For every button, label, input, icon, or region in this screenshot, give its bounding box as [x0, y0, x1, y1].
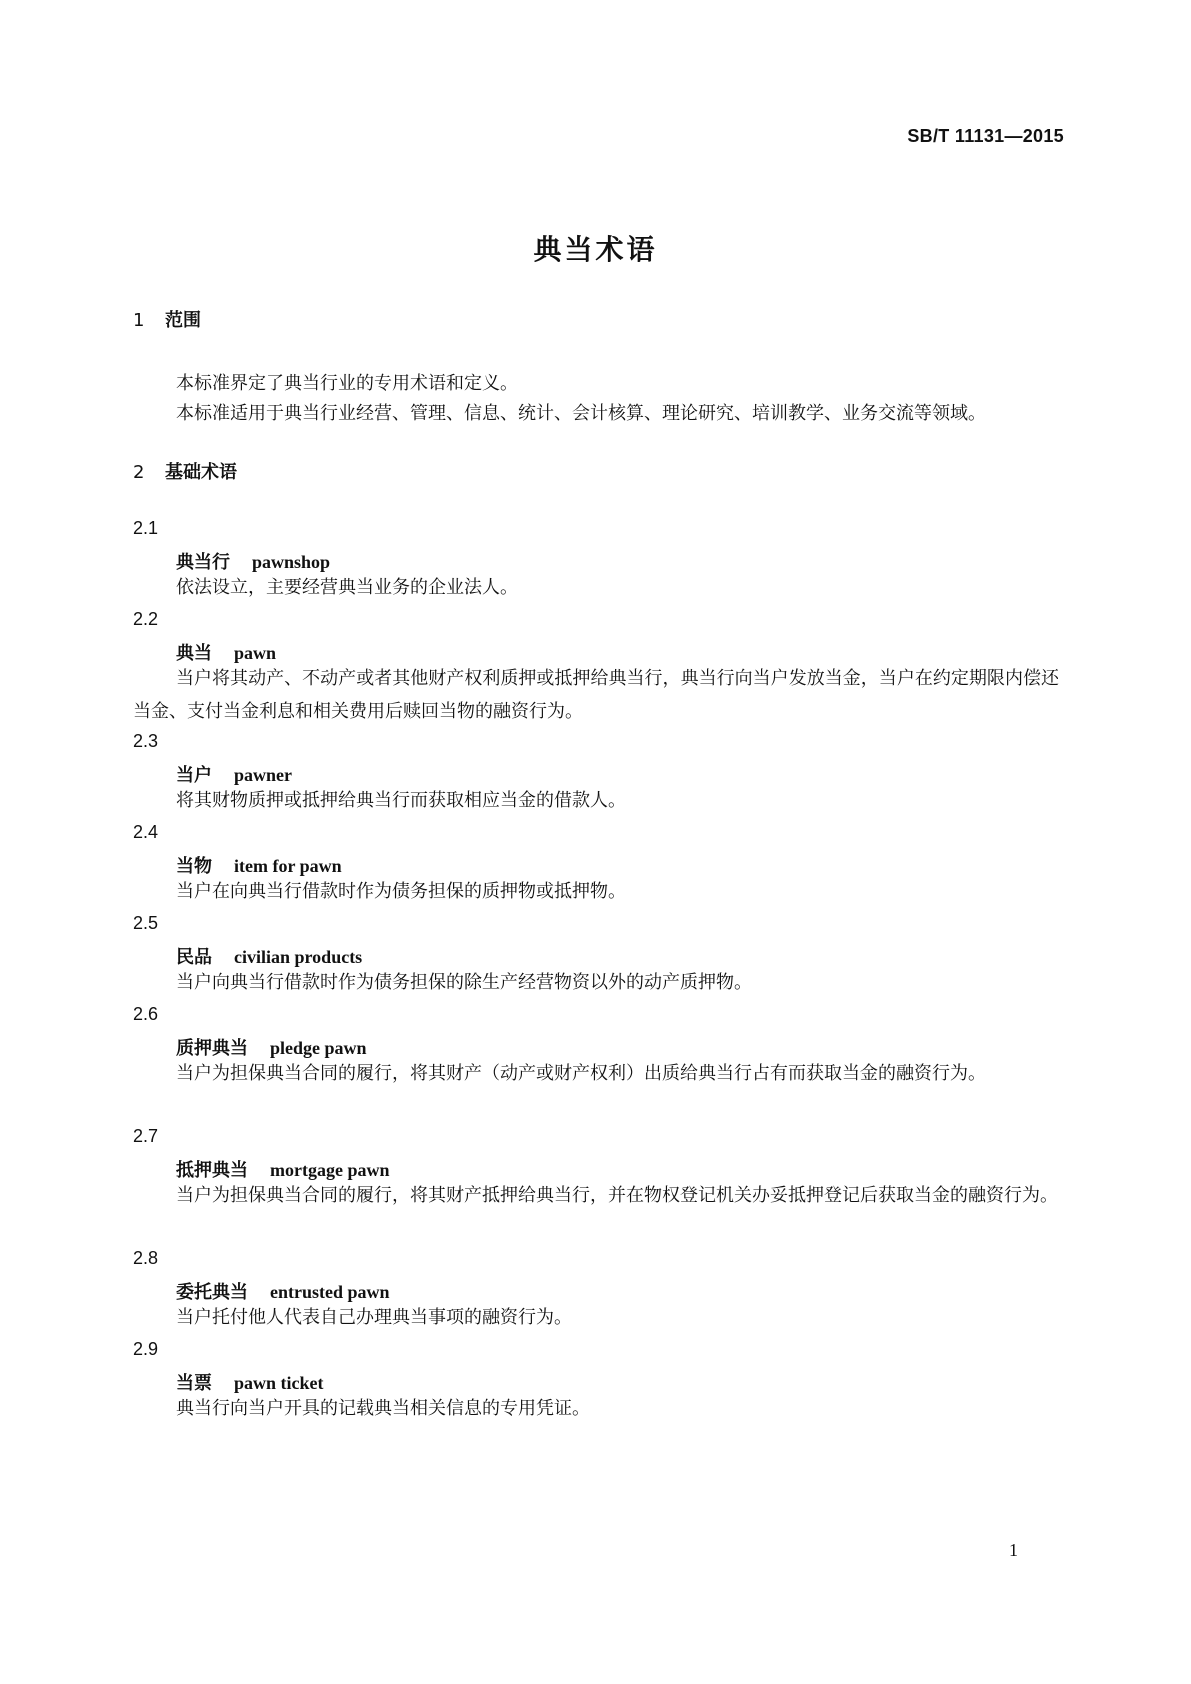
section-heading-scope [133, 306, 201, 332]
term-zh: 当户 [176, 765, 212, 786]
term-en: pledge pawn [270, 1038, 367, 1058]
definition: 当户为担保典当合同的履行，将其财产抵押给典当行，并在物权登记机关办妥抵押登记后获取当金的融资行为。 [176, 1185, 1058, 1206]
term-en: pawner [234, 765, 292, 785]
term-zh: 委托典当 [176, 1282, 248, 1303]
definition: 当户为担保典当合同的履行，将其财产（动产或财产权利）出质给典当行占有而获取当金的融资行为。 [176, 1063, 986, 1084]
term-en: item for pawn [234, 856, 342, 876]
scope-paragraph-1: 本标准界定了典当行业的专用术语和定义。 [176, 373, 518, 394]
entry-number: 2.7 [133, 1126, 159, 1146]
term-zh: 抵押典当 [176, 1160, 248, 1181]
term-zh: 典当行 [176, 552, 230, 573]
term-zh: 当票 [176, 1373, 212, 1394]
entry-number: 2.9 [133, 1339, 159, 1359]
entry-number: 2.5 [133, 913, 159, 933]
term-zh: 质押典当 [176, 1038, 248, 1059]
term-zh: 民品 [176, 947, 212, 968]
term-zh: 典当 [176, 643, 212, 664]
section-number: 1 [133, 310, 145, 331]
term-en: pawnshop [252, 552, 331, 572]
entry-number: 2.6 [133, 1004, 159, 1024]
entry-number: 2.3 [133, 731, 159, 751]
section-heading-basic-terms [133, 458, 237, 484]
term-en: entrusted pawn [270, 1282, 390, 1302]
definition: 典当行向当户开具的记载典当相关信息的专用凭证。 [176, 1398, 590, 1419]
standard-code: SB/T 11131—2015 [907, 126, 1064, 146]
section-number: 2 [133, 462, 145, 483]
definition: 当户在向典当行借款时作为债务担保的质押物或抵押物。 [176, 881, 626, 902]
page-number: 1 [1009, 1540, 1018, 1560]
definition: 当户向典当行借款时作为债务担保的除生产经营物资以外的动产质押物。 [176, 972, 752, 993]
scope-paragraph-2: 本标准适用于典当行业经营、管理、信息、统计、会计核算、理论研究、培训教学、业务交流等领域。 [176, 403, 986, 424]
term-en: pawn ticket [234, 1373, 324, 1393]
term-zh: 当物 [176, 856, 212, 877]
document-title: 典当术语 [533, 233, 658, 266]
definition: 当户将其动产、不动产或者其他财产权利质押或抵押给典当行，典当行向当户发放当金，当户在约定期限内偿还当金、支付当金利息和相关费用后赎回当物的融资行为。 [133, 668, 1059, 722]
entry-number: 2.8 [133, 1248, 159, 1268]
entry-number: 2.1 [133, 518, 159, 538]
entry-number: 2.4 [133, 822, 159, 842]
term-en: mortgage pawn [270, 1160, 390, 1180]
definition: 将其财物质押或抵押给典当行而获取相应当金的借款人。 [176, 790, 626, 811]
definition: 当户托付他人代表自己办理典当事项的融资行为。 [176, 1307, 572, 1328]
section-title: 基础术语 [165, 462, 237, 483]
term-en: civilian products [234, 947, 363, 967]
entry-number: 2.2 [133, 609, 159, 629]
section-title: 范围 [165, 310, 201, 331]
definition: 依法设立，主要经营典当业务的企业法人。 [176, 577, 518, 598]
term-en: pawn [234, 643, 277, 663]
